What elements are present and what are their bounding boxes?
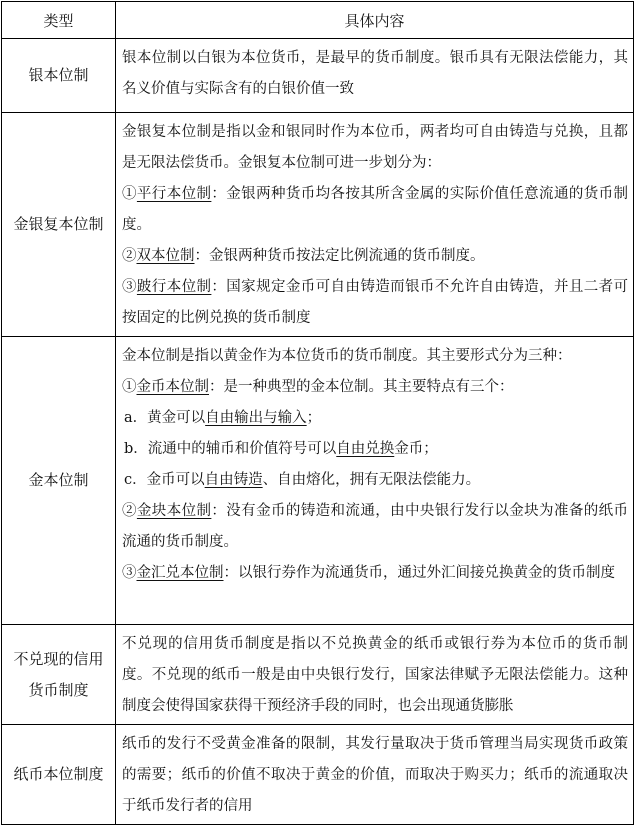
term-underlined: 自由兑换 <box>336 441 395 457</box>
row-type: 纸币本位制度 <box>2 725 116 825</box>
term-underlined: 自由输出与输入 <box>205 410 307 426</box>
term-underlined: 自由铸造 <box>204 472 263 488</box>
row-intro: 金银复本位制是指以金和银同时作为本位币，两者均可自由铸造与兑换，且都是无限法偿货币。金银复本位制可进一步划分为： <box>122 124 628 171</box>
row-content: 纸币的发行不受黄金准备的限制，其发行量取决于货币管理当局实现货币政策的需要；纸币的价值不取决于黄金的价值，而取决于购买力；纸币的流通取决于纸币发行者的信用 <box>116 725 634 825</box>
table-row <box>2 39 634 113</box>
monetary-system-table <box>1 1 634 825</box>
table-header-row <box>2 2 634 39</box>
term-underlined: 双本位制 <box>136 248 195 264</box>
term-underlined: 跛行本位制 <box>136 279 212 295</box>
term-underlined: 金汇兑本位制 <box>136 565 224 581</box>
term-underlined: 金币本位制 <box>136 379 209 395</box>
table-row <box>2 113 634 337</box>
sub-item: c．金币可以自由铸造、自由熔化，拥有无限法偿能力。 <box>124 472 481 488</box>
term-underlined: 平行本位制 <box>136 186 212 202</box>
header-type: 类型 <box>2 2 116 39</box>
list-item: ③金汇兑本位制：以银行券作为流通货币，通过外汇间接兑换黄金的货币制度 <box>122 565 615 581</box>
row-type: 金银复本位制 <box>2 113 116 337</box>
term-underlined: 金块本位制 <box>136 503 212 519</box>
row-intro: 金本位制是指以黄金作为本位货币的货币制度。其主要形式分为三种： <box>122 348 572 364</box>
row-content: 银本位制以白银为本位货币，是最早的货币制度。银币具有无限法偿能力，其名义价值与实际含有的白银价值一致 <box>116 39 634 113</box>
list-item: ②双本位制：金银两种货币按法定比例流通的货币制度。 <box>122 248 485 264</box>
header-content: 具体内容 <box>116 2 634 39</box>
list-item: ③跛行本位制：国家规定金币可自由铸造而银币不允许自由铸造，并且二者可按固定的比例兑换的货币制度 <box>122 279 629 326</box>
row-type-line: 货币制度 <box>28 680 89 699</box>
row-type: 银本位制 <box>2 39 116 113</box>
list-item: ②金块本位制：没有金币的铸造和流通，由中央银行发行以金块为准备的纸币流通的货币制度。 <box>122 503 629 550</box>
row-content <box>116 337 634 625</box>
list-item: ①金币本位制：是一种典型的金本位制。其主要特点有三个： <box>122 379 514 395</box>
row-type-line: 不兑现的信用 <box>13 649 104 668</box>
list-item: ①平行本位制：金银两种货币均各按其所含金属的实际价值任意流通的货币制度。 <box>122 186 629 233</box>
sub-item: b．流通中的辅币和价值符号可以自由兑换金币； <box>124 441 438 457</box>
row-content: 不兑现的信用货币制度是指以不兑换黄金的纸币或银行券为本位币的货币制度。不兑现的纸币一般是由中央银行发行，国家法律赋予无限法偿能力。这种制度会使得国家获得干预经济手段的同时，也会出现通货膨胀 <box>116 625 634 725</box>
table-row <box>2 625 634 725</box>
table-row <box>2 725 634 825</box>
sub-item: a．黄金可以自由输出与输入； <box>124 410 322 426</box>
table-row <box>2 337 634 625</box>
row-type: 金本位制 <box>2 337 116 625</box>
row-content <box>116 113 634 337</box>
row-type <box>2 625 116 725</box>
